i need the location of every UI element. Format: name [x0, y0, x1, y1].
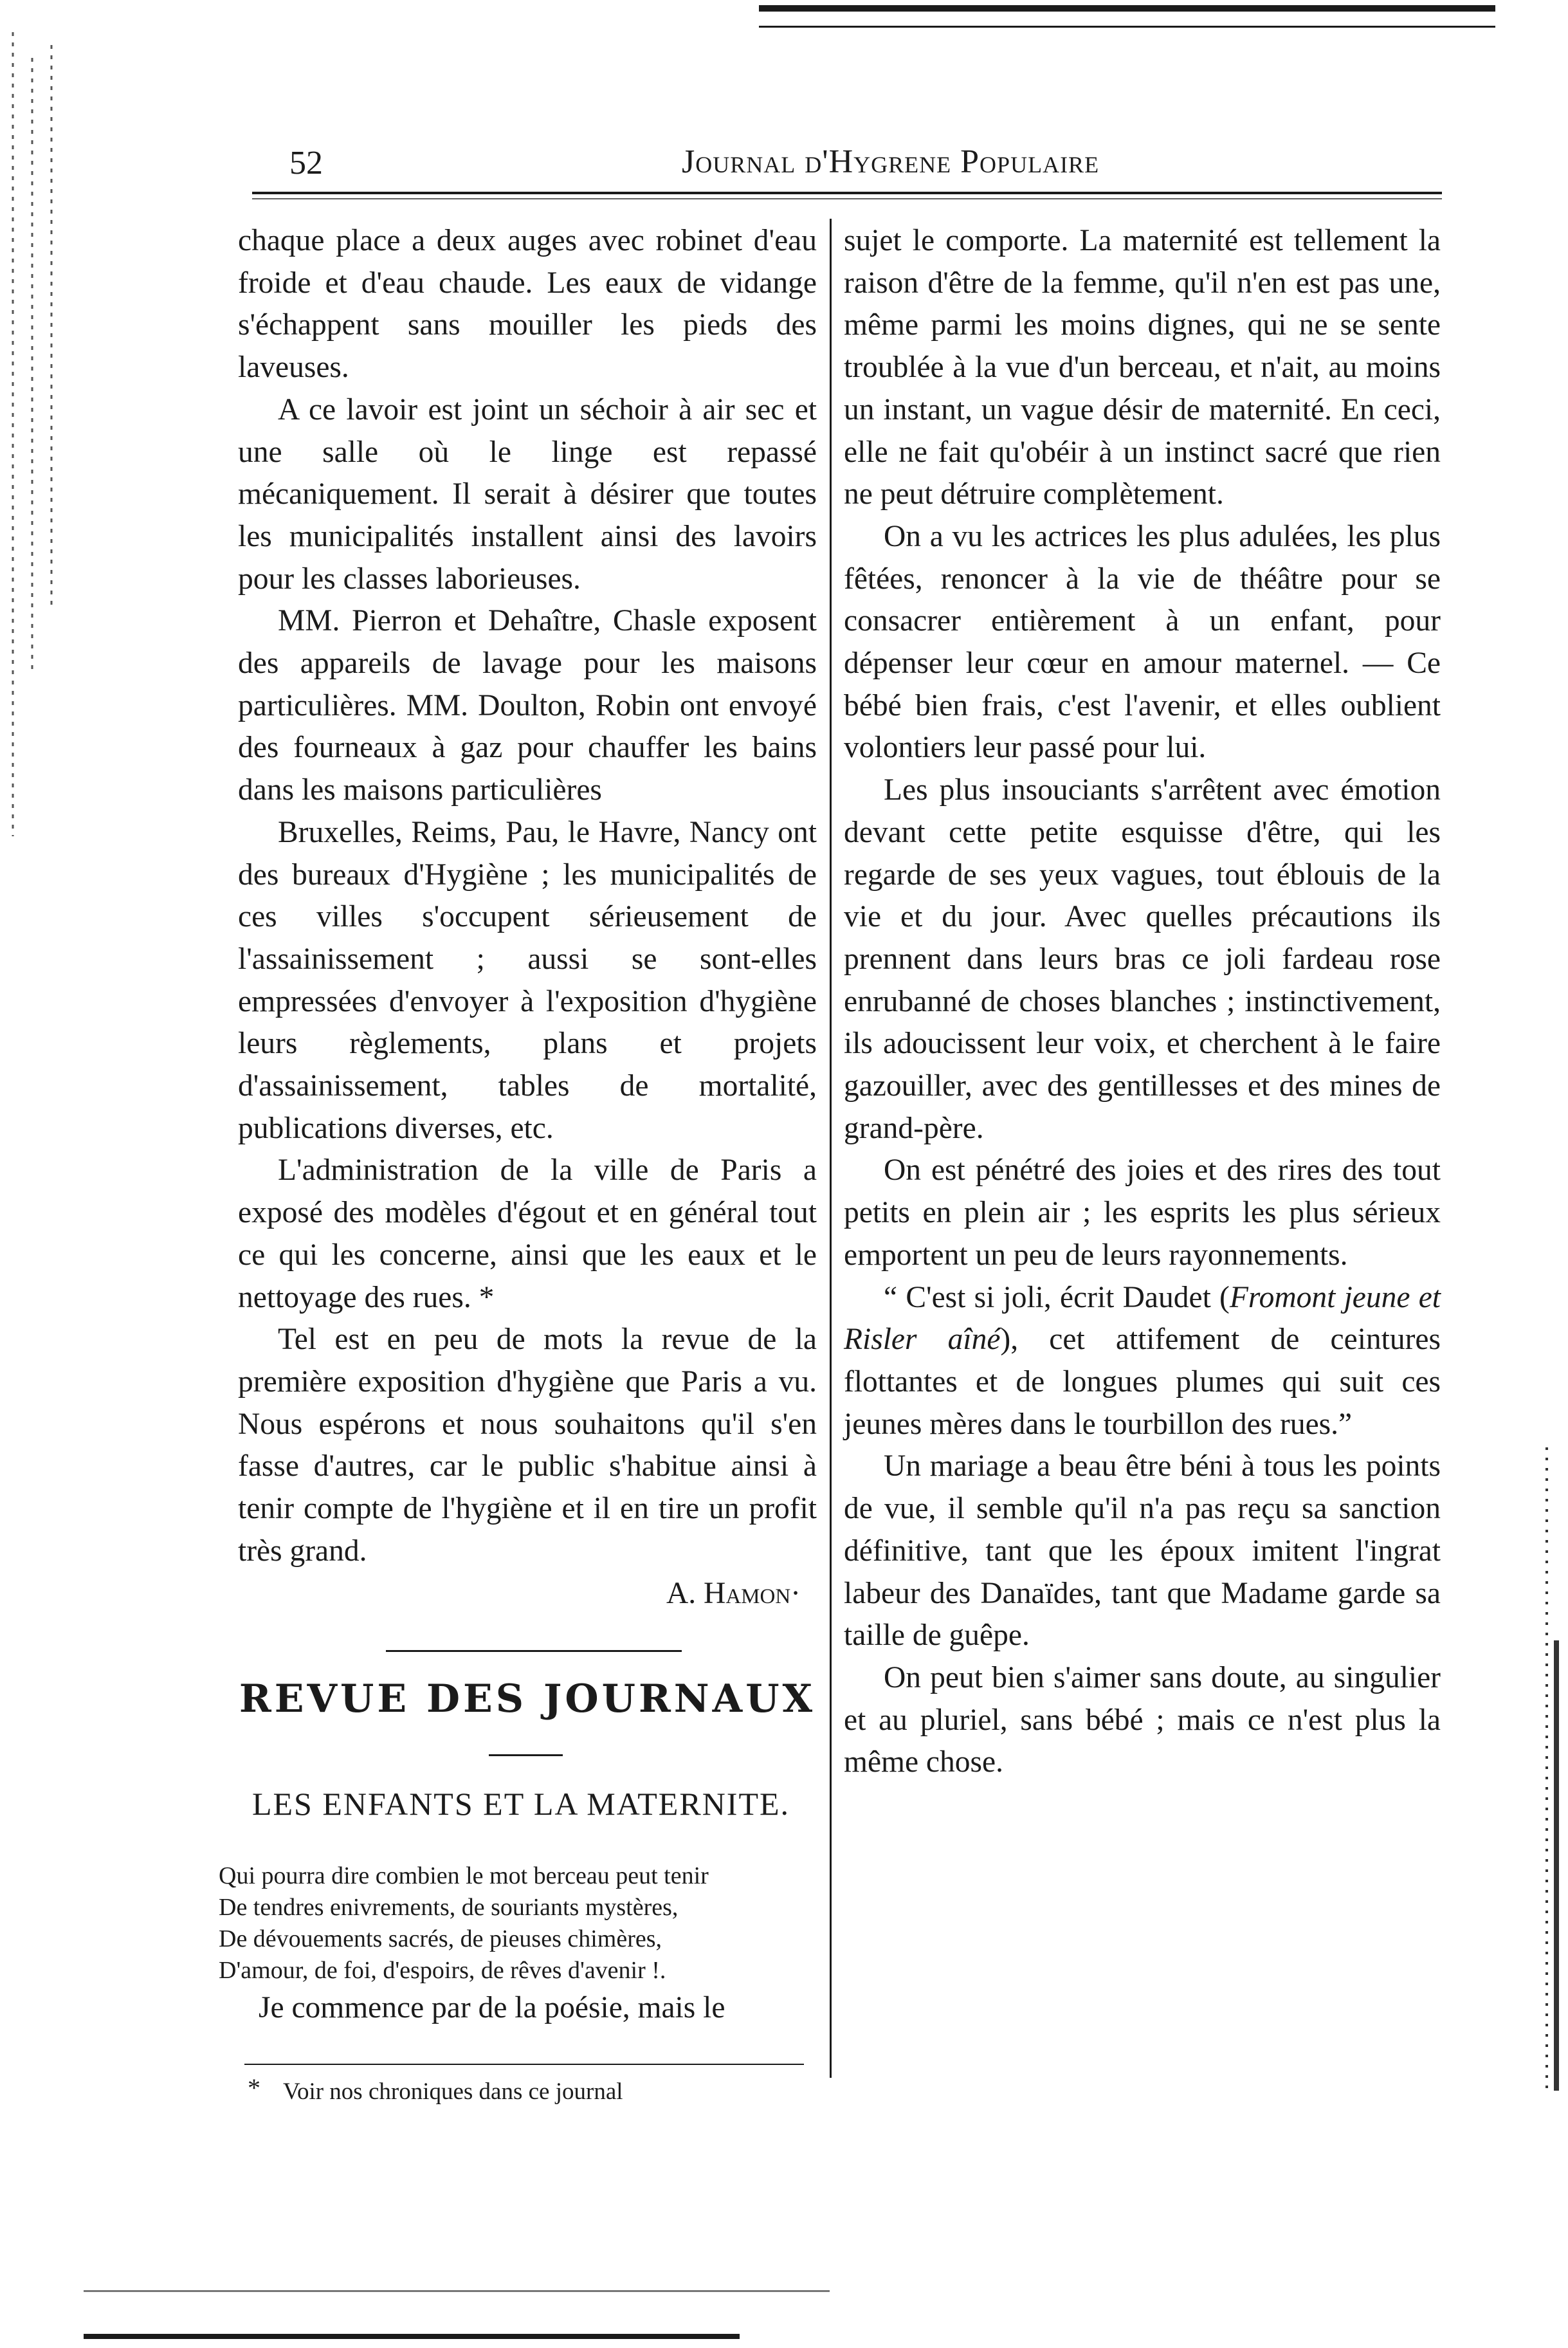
paragraph: On est pénétré des joies et des rires des tout petits en plein air ; les esprits les plus sérieux emportent un peu de leurs rayonnements. — [844, 1153, 1441, 1272]
section-title: REVUE DES JOURNAUX — [239, 1676, 816, 1721]
paragraph: Les plus insouciants s'arrêtent avec émotion devant cette petite esquisse d'être, qui les regarde de ses yeux vagues, tout éblouis de la vie et du jour. Avec quelles précautions ils prennent dans leurs bras ce joli fardeau rose enrubanné de choses blanches ; instinctivement, ils adoucissent leur voix, et cherchent à le faire gazouiller, avec des gentillesses et des mines de grand-père. — [844, 773, 1441, 1145]
page-number: 52 — [289, 145, 323, 181]
top-thin-rule — [759, 26, 1495, 28]
header-rule-2 — [252, 198, 1442, 199]
paragraph: L'administration de la ville de Paris a exposé des modèles d'égout et en général tout ce qui les concerne, ainsi que les eaux et le nettoyage des rues. * — [238, 1153, 817, 1314]
paragraph: chaque place a deux auges avec robinet d'eau froide et d'eau chaude. Les eaux de vidange s'échappent sans mouiller les pieds des laveuses. — [238, 224, 817, 385]
bottom-thick-rule — [84, 2334, 740, 2339]
footnote — [283, 2078, 623, 2105]
quote-text: “ C'est si joli, écrit Daudet ( — [884, 1280, 1230, 1314]
right-column — [844, 220, 1441, 1784]
paragraph: On a vu les actrices les plus adulées, les plus fêtées, renoncer à la vie de théâtre pour se consacrer entièrement à un enfant, pour dépenser leur cœur en amour maternel. — Ce bébé bien frais, c'est l'avenir, et elles oublient volontiers leur passé pour lui. — [844, 519, 1441, 765]
paragraph: Je commence par de la poésie, mais le — [259, 1991, 725, 2024]
quote-text: ), cet attifement de ceintures flottantes et de longues plumes qui suit ces jeunes mères dans le tourbillon des rues.” — [844, 1323, 1441, 1441]
bottom-rule — [84, 2290, 830, 2292]
article-title: LES ENFANTS ET LA MATERNITE. — [251, 1786, 790, 1822]
top-thick-rule — [759, 5, 1495, 12]
poem-line: De dévouements sacrés, de pieuses chimères, — [219, 1925, 662, 1952]
running-title: Journal d'Hygrene Populaire — [682, 143, 1100, 180]
footnote-mark: * — [248, 2073, 260, 2102]
title-separator — [489, 1754, 563, 1756]
paragraph: Bruxelles, Reims, Pau, le Havre, Nancy ont des bureaux d'Hygiène ; les municipalités de ces villes s'occupent sérieusement de l'assainissement ; aussi se sont-elles empressées d'envoyer à l'exposition d'hygiène leurs règlements, plans et projets d'assainissement, tables de mortalité, publications diverses, etc. — [238, 815, 817, 1145]
paragraph: sujet le comporte. La maternité est tellement la raison d'être de la femme, qu'il n'en est pas une, même parmi les moins dignes, qui ne se sente troublée à la vue d'un berceau, et n'ait, au moins un instant, un vague désir de maternité. En ceci, elle ne fait qu'obéir à un instinct sacré que rien ne peut détruire complètement. — [844, 224, 1441, 511]
quote-paragraph — [844, 1277, 1441, 1446]
poem-line: Qui pourra dire combien le mot berceau peut tenir — [219, 1862, 709, 1889]
column-divider — [830, 219, 832, 2078]
paragraph: Un mariage a beau être béni à tous les points de vue, il semble qu'il n'a pas reçu sa sanction définitive, tant que les époux imitent l'ingrat labeur des Danaïdes, tant que Madame garde sa taille de guêpe. — [844, 1449, 1441, 1653]
paragraph: On peut bien s'aimer sans doute, au singulier et au pluriel, sans bébé ; mais ce n'est plus la même chose. — [844, 1660, 1441, 1779]
paragraph: MM. Pierron et Dehaître, Chasle exposent des appareils de lavage pour les maisons particulières. MM. Doulton, Robin ont envoyé des fourneaux à gaz pour chauffer les bains dans les maisons particulières — [238, 604, 817, 807]
footnote-text: Voir nos chroniques dans ce journal — [283, 2078, 623, 2105]
author-signature: A. Hamon· — [666, 1576, 801, 1610]
footnote-rule — [244, 2064, 804, 2065]
scan-edge-marks — [0, 32, 77, 836]
header-rule-1 — [252, 192, 1442, 194]
section-separator — [386, 1650, 682, 1652]
poem-line: De tendres enivrements, de souriants mystères, — [219, 1894, 679, 1921]
paragraph: Tel est en peu de mots la revue de la première exposition d'hygiène que Paris a vu. Nous espérons et nous souhaitons qu'il s'en fasse d'autres, car le public s'habitue ainsi à tenir compte de l'hygiène et il en tire un profit très grand. — [238, 1323, 817, 1568]
poem-line: D'amour, de foi, d'espoirs, de rêves d'avenir !. — [219, 1957, 666, 1984]
left-column — [238, 220, 817, 1615]
paragraph: A ce lavoir est joint un séchoir à air sec et une salle où le linge est repassé mécaniquement. Il serait à désirer que toutes les municipalités installent ainsi des lavoirs pour les classes laborieuses. — [238, 392, 817, 596]
poem — [219, 1860, 823, 1986]
scan-edge-marks-right — [1521, 1447, 1568, 2091]
book-title: Fromont jeune et Risler aîné — [844, 1280, 1441, 1357]
